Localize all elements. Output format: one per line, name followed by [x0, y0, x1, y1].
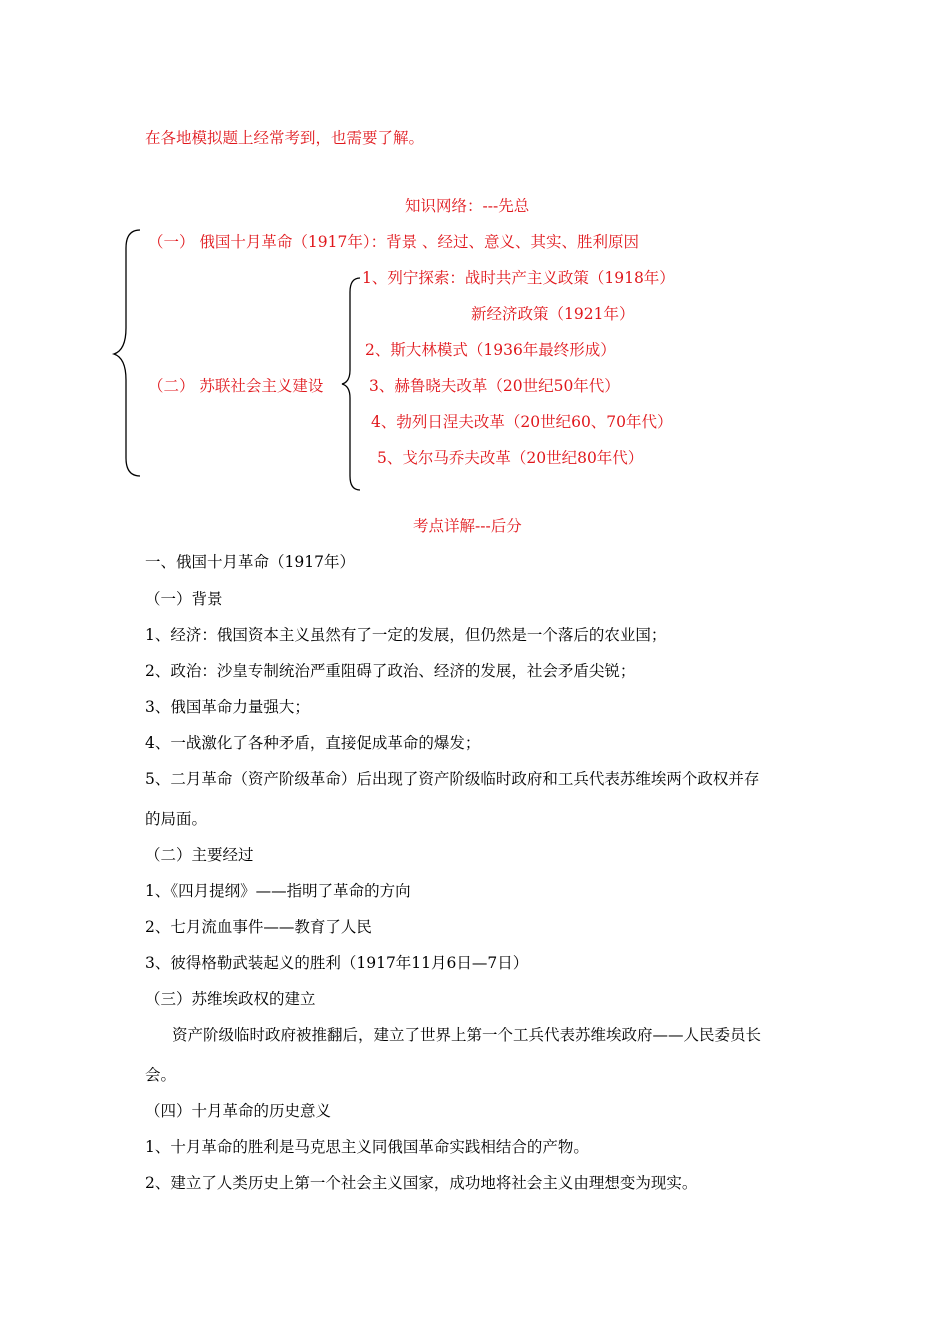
background-item: 3、俄国革命力量强大； [145, 698, 310, 716]
background-heading: （一）背景 [145, 590, 223, 608]
network-title: 知识网络：---先总 [405, 197, 530, 215]
background-item: 2、政治：沙皇专制统治严重阻碍了政治、经济的发展，社会矛盾尖锐； [145, 662, 636, 680]
background-item: 4、一战激化了各种矛盾，直接促成革命的爆发； [145, 734, 481, 752]
soviet-heading: （三）苏维埃政权的建立 [145, 990, 316, 1008]
sub-item-2: 2、斯大林模式（1936年最终形成） [365, 341, 616, 359]
inner-brace [340, 276, 362, 492]
soviet-text-cont: 会。 [145, 1066, 177, 1084]
left-brace [112, 228, 142, 478]
background-item: 1、经济：俄国资本主义虽然有了一定的发展，但仍然是一个落后的农业国； [145, 626, 667, 644]
meaning-item: 2、建立了人类历史上第一个社会主义国家，成功地将社会主义由理想变为现实。 [145, 1174, 698, 1192]
detail-title: 考点详解---后分 [413, 517, 522, 535]
process-item: 1、《四月提纲》——指明了革命的方向 [145, 882, 411, 900]
network-item-2: （二） 苏联社会主义建设 [148, 377, 324, 395]
meaning-item: 1、十月革命的胜利是马克思主义同俄国革命实践相结合的产物。 [145, 1138, 589, 1156]
sub-item-4: 4、勃列日涅夫改革（20世纪60、70年代） [371, 413, 673, 431]
sub-item-3: 3、赫鲁晓夫改革（20世纪50年代） [369, 377, 620, 395]
background-item: 5、二月革命（资产阶级革命）后出现了资产阶级临时政府和工兵代表苏维埃两个政权并存 [145, 770, 760, 788]
sub-item-1: 1、列宁探索：战时共产主义政策（1918年） [362, 269, 675, 287]
soviet-text: 资产阶级临时政府被推翻后，建立了世界上第一个工兵代表苏维埃政府——人民委员长 [172, 1026, 762, 1044]
process-heading: （二）主要经过 [145, 846, 254, 864]
meaning-heading: （四）十月革命的历史意义 [145, 1102, 332, 1120]
network-item-1: （一） 俄国十月革命（1917年）：背景 、经过、意义、其实、胜利原因 [148, 233, 640, 251]
process-item: 2、七月流血事件——教育了人民 [145, 918, 372, 936]
intro-text: 在各地模拟题上经常考到，也需要了解。 [145, 129, 425, 147]
process-item: 3、彼得格勒武装起义的胜利（1917年11月6日—7日） [145, 954, 529, 972]
background-item-cont: 的局面。 [145, 810, 208, 828]
sub-item-1b: 新经济政策（1921年） [471, 305, 635, 323]
sub-item-5: 5、戈尔马乔夫改革（20世纪80年代） [377, 449, 644, 467]
section-heading: 一、俄国十月革命（1917年） [145, 553, 355, 571]
